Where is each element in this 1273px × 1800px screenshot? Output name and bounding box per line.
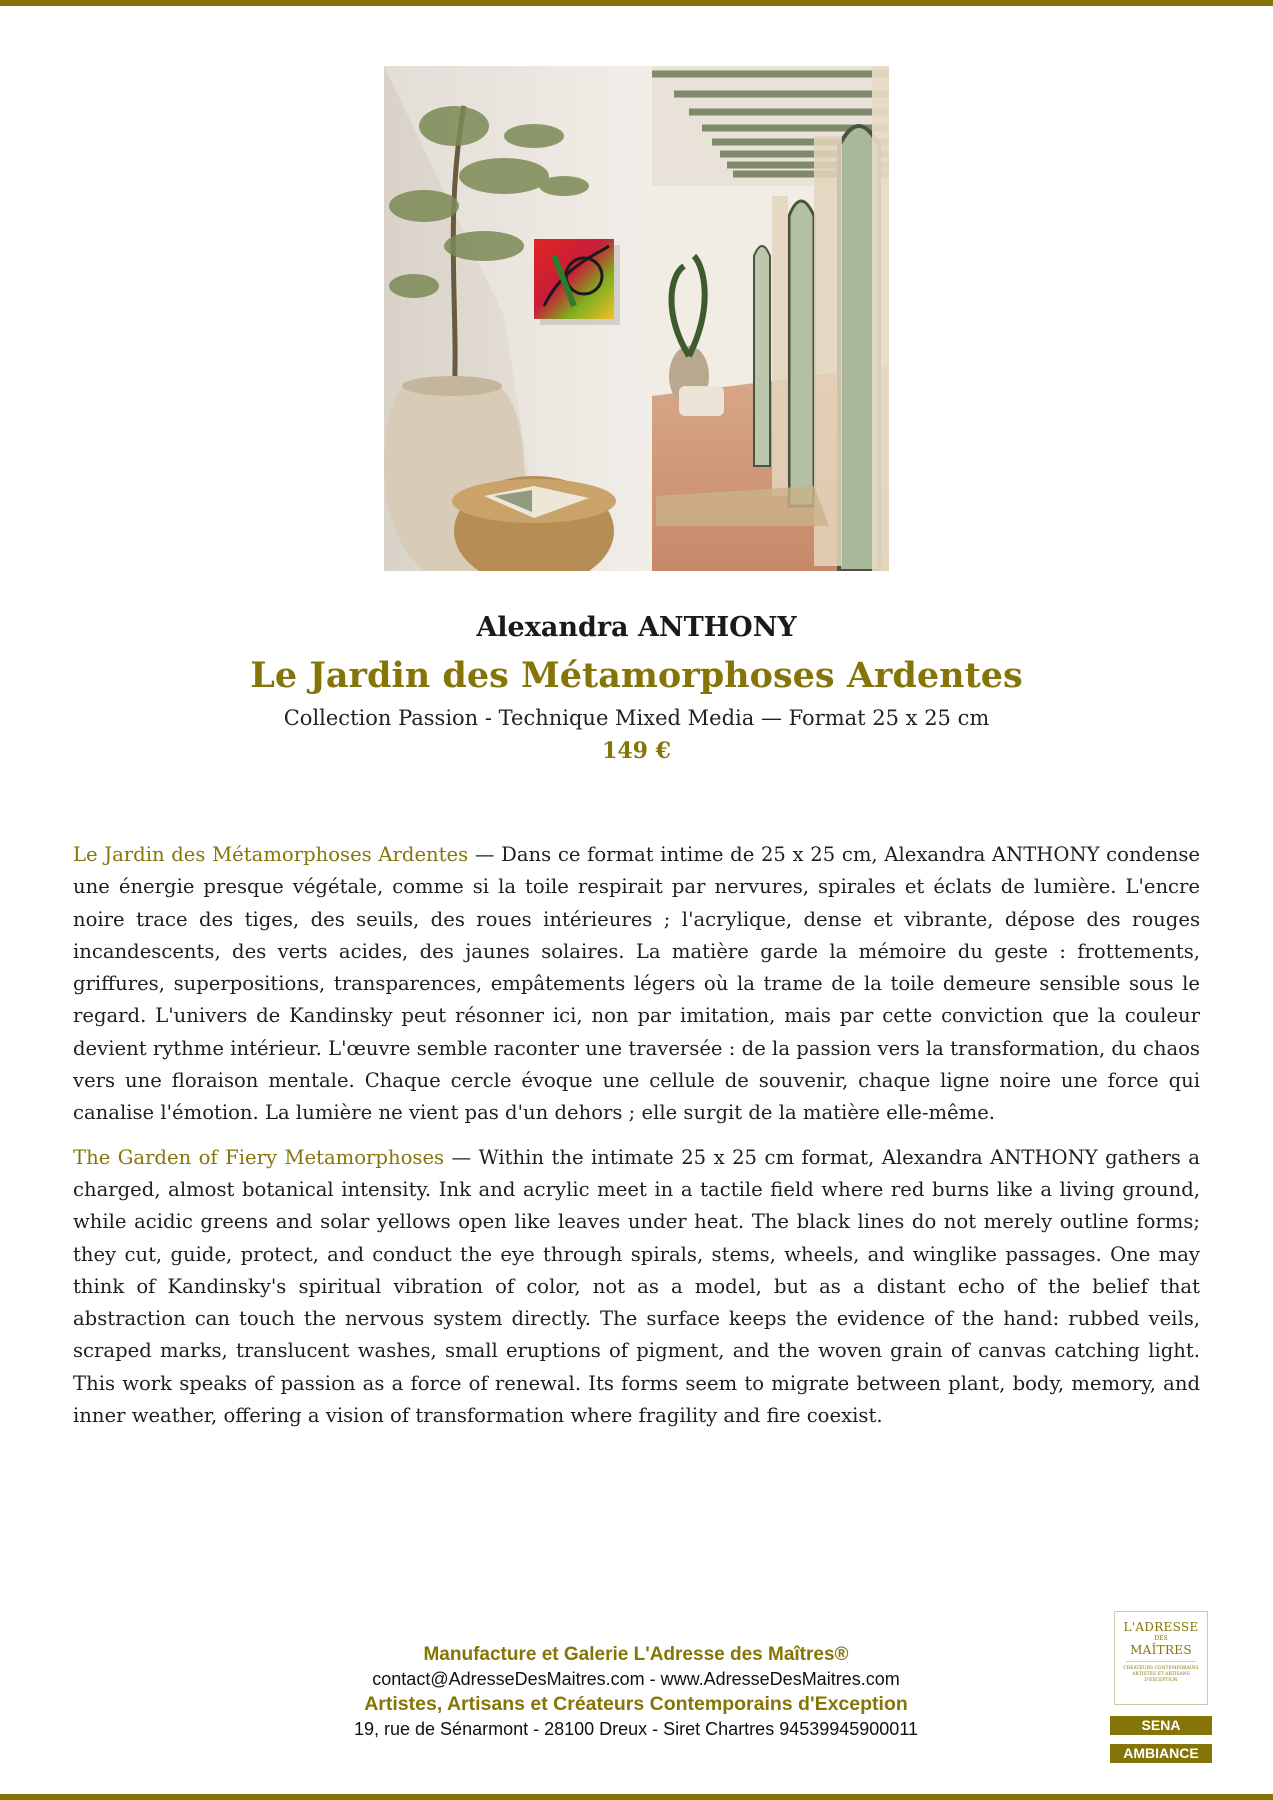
artwork-description	[73, 839, 1200, 1444]
artwork-interior-photo	[384, 66, 889, 571]
english-title-lead: The Garden of Fiery Metamorphoses	[73, 1145, 445, 1169]
logo-divider	[1126, 1661, 1196, 1662]
ambiance-badge: AMBIANCE	[1110, 1744, 1212, 1763]
gallery-name: Manufacture et Galerie L'Adresse des Maîtres®	[423, 1644, 849, 1665]
description-french	[73, 839, 1200, 1130]
logo-line1: L'ADRESSE	[1123, 1620, 1199, 1634]
logo-line3: MAÎTRES	[1130, 1643, 1192, 1657]
logo-tagline: CRÉATEURS CONTEMPORAINS ARTISTES ET ARTISANS D'EXCEPTION	[1123, 1666, 1199, 1683]
gallery-tagline: Artistes, Artisans et Créateurs Contemporains d'Exception	[364, 1693, 908, 1715]
gallery-address: 19, rue de Sénarmont - 28100 Dreux - Siret Chartres 94539945900011	[353, 1719, 919, 1739]
french-title-lead: Le Jardin des Métamorphoses Ardentes	[73, 843, 469, 866]
bottom-accent-bar	[0, 1794, 1273, 1800]
interior-room-with-painting-photo	[384, 66, 889, 571]
artwork-details: Collection Passion - Technique Mixed Media — Format 25 x 25 cm	[283, 706, 990, 730]
artwork-title: Le Jardin des Métamorphoses Ardentes	[250, 655, 1023, 696]
gallery-footer	[300, 1642, 972, 1741]
french-description-text: — Dans ce format intime de 25 x 25 cm, Alexandra ANTHONY condense une énergie presque végétale, comme si la toile respirait par nervures, spirales et éclats de lumière. L'encre noire trace des tiges, des seuils, des roues intérieures ; l'acrylique, dense et vibrante, dépose des rouges incandescents, des verts acides, des jaunes solaires. La matière garde la mémoire du geste : frottements, griffures, superpositions, transparences, empâtements légers où la trame de la toile demeure sensible sous le regard. L'univers de Kandinsky peut résonner ici, non par imitation, mais par cette conviction que la couleur devient rythme intérieur. L'œuvre semble raconter une traversée : de la passion vers la transformation, du chaos vers une floraison mentale. Chaque cercle évoque une cellule de souvenir, chaque ligne noire une force qui canalise l'émotion. La lumière ne vient pas d'un dehors ; elle surgit de la matière elle-même.	[73, 843, 1200, 1125]
artist-name: Alexandra ANTHONY	[476, 612, 797, 643]
gallery-logo	[1114, 1611, 1208, 1705]
top-accent-bar	[0, 0, 1273, 6]
artwork-price: 149 €	[602, 738, 671, 764]
english-description-text: — Within the intimate 25 x 25 cm format, Alexandra ANTHONY gathers a charged, almost botanical intensity. Ink and acrylic meet in a tactile field where red burns like a living ground, while acidic greens and solar yellows open like leaves under heat. The black lines do not merely outline forms; they cut, guide, protect, and conduct the eye through spirals, stems, wheels, and winglike passages. One may think of Kandinsky's spiritual vibration of color, not as a model, but as a distant echo of the belief that abstraction can touch the nervous system directly. The surface keeps the evidence of the hand: rubbed veils, scraped marks, translucent washes, small eruptions of pigment, and the woven grain of canvas catching light. This work speaks of passion as a force of renewal. Its forms seem to migrate between plant, body, memory, and inner weather, offering a vision of transformation where fragility and fire coexist.	[73, 1145, 1200, 1428]
description-english	[73, 1142, 1200, 1433]
gallery-contact: contact@AdresseDesMaitres.com - www.AdresseDesMaitres.com	[372, 1669, 900, 1689]
sena-badge: SENA	[1110, 1716, 1212, 1735]
logo-line2: DES	[1154, 1635, 1168, 1642]
